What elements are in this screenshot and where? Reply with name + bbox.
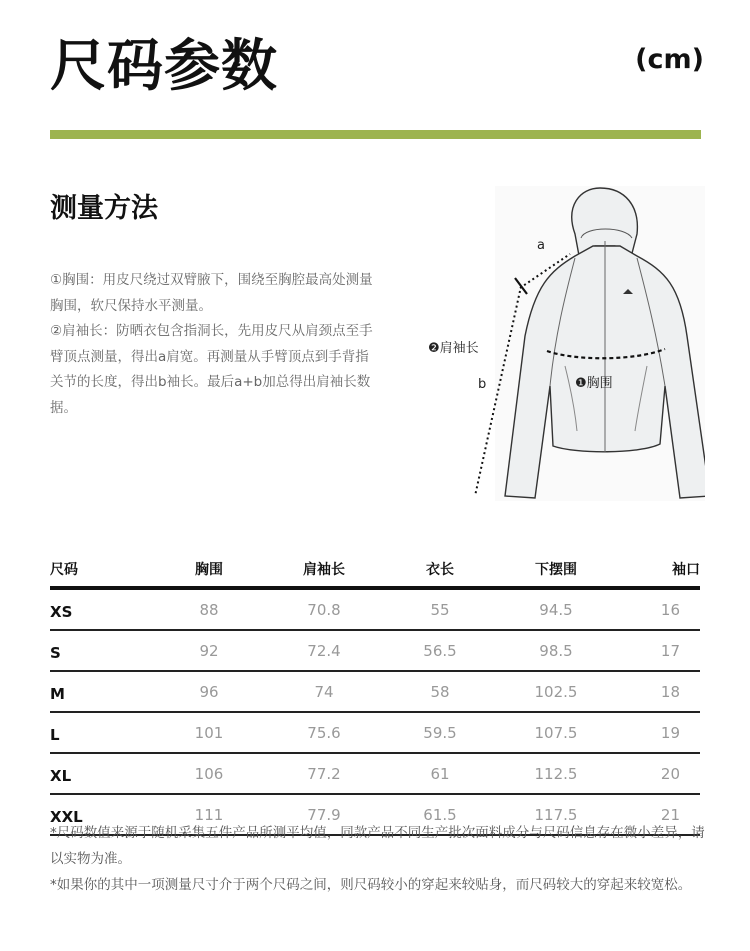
cell-cuff: 19	[614, 712, 700, 753]
label-a: a	[537, 238, 545, 253]
cell-size: XL	[50, 753, 152, 794]
header-length: 衣长	[382, 556, 498, 588]
cell-size: L	[50, 712, 152, 753]
label-shoulder-sleeve: ❷肩袖长	[428, 341, 479, 356]
table-row	[50, 630, 700, 671]
cell-hem: 112.5	[498, 753, 614, 794]
cell-chest: 111	[152, 794, 266, 835]
cell-size: XXL	[50, 794, 152, 835]
cell-chest: 101	[152, 712, 266, 753]
table-row	[50, 753, 700, 794]
cell-size: S	[50, 630, 152, 671]
table-header-row	[50, 556, 700, 588]
cell-length: 55	[382, 588, 498, 630]
cell-size: XS	[50, 588, 152, 630]
table-row	[50, 712, 700, 753]
header-size: 尺码	[50, 556, 152, 588]
cell-chest: 106	[152, 753, 266, 794]
header-hem: 下摆围	[498, 556, 614, 588]
cell-shoulder-sleeve: 77.2	[266, 753, 382, 794]
note-fit: *如果你的其中一项测量尺寸介于两个尺码之间，则尺码较小的穿起来较贴身，而尺码较大的穿起来较宽松。	[50, 877, 692, 893]
cell-cuff: 20	[614, 753, 700, 794]
page-title: 尺码参数	[50, 34, 278, 99]
cell-cuff: 16	[614, 588, 700, 630]
cell-shoulder-sleeve: 70.8	[266, 588, 382, 630]
header-chest: 胸围	[152, 556, 266, 588]
method-shoulder-sleeve: ②肩袖长：防晒衣包含指洞长，先用皮尺从肩颈点至手臂顶点测量，得出a肩宽。再测量从手臂顶点到手背指关节的长度，得出b袖长。最后a+b加总得出肩袖长数据。	[50, 323, 373, 416]
cell-length: 61	[382, 753, 498, 794]
header-cuff: 袖口	[614, 556, 700, 588]
label-chest: ❶胸围	[575, 376, 613, 391]
cell-hem: 117.5	[498, 794, 614, 835]
cell-chest: 96	[152, 671, 266, 712]
cell-size: M	[50, 671, 152, 712]
table-row	[50, 588, 700, 630]
cell-shoulder-sleeve: 75.6	[266, 712, 382, 753]
cell-length: 59.5	[382, 712, 498, 753]
note-source: *尺码数值来源于随机采集五件产品所测平均值，同款产品不同生产批次面料成分与尺码信息存在微小差异，请以实物为准。	[50, 825, 705, 867]
cell-hem: 94.5	[498, 588, 614, 630]
cell-hem: 102.5	[498, 671, 614, 712]
cell-shoulder-sleeve: 77.9	[266, 794, 382, 835]
unit-label: (cm)	[635, 44, 704, 75]
cell-shoulder-sleeve: 74	[266, 671, 382, 712]
footnotes	[50, 820, 705, 898]
cell-shoulder-sleeve: 72.4	[266, 630, 382, 671]
cell-hem: 98.5	[498, 630, 614, 671]
method-title: 测量方法	[50, 193, 158, 224]
cell-length: 56.5	[382, 630, 498, 671]
table-row	[50, 671, 700, 712]
cell-length: 58	[382, 671, 498, 712]
cell-chest: 88	[152, 588, 266, 630]
cell-cuff: 21	[614, 794, 700, 835]
cell-chest: 92	[152, 630, 266, 671]
cell-cuff: 18	[614, 671, 700, 712]
cell-cuff: 17	[614, 630, 700, 671]
cell-length: 61.5	[382, 794, 498, 835]
cell-hem: 107.5	[498, 712, 614, 753]
header-shoulder-sleeve: 肩袖长	[266, 556, 382, 588]
accent-divider	[50, 130, 701, 139]
jacket-diagram	[425, 186, 705, 501]
method-description	[50, 268, 380, 421]
size-table	[50, 556, 700, 836]
method-chest: ①胸围：用皮尺绕过双臂腋下，围绕至胸腔最高处测量胸围，软尺保持水平测量。	[50, 272, 373, 314]
label-b: b	[478, 377, 487, 392]
